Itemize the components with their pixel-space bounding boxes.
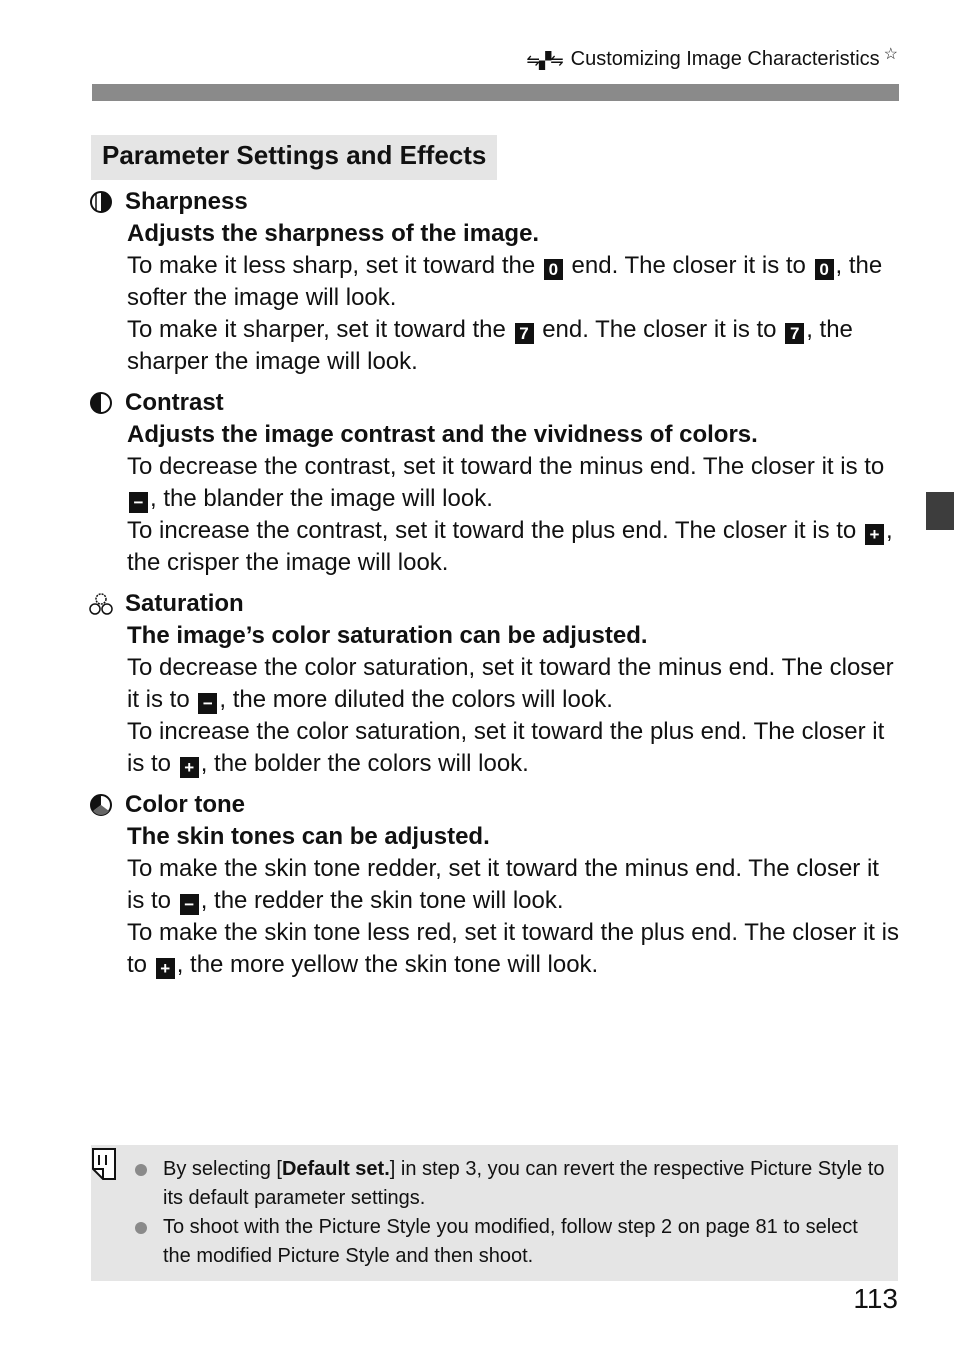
saturation-icon [88,591,114,617]
param-desc-1: To decrease the color saturation, set it toward the minus end. The closer it is to − , the more diluted the colors will look. [127,654,894,713]
param-name: Contrast [125,389,224,416]
minus-symbol: − [129,492,148,513]
note-item: To shoot with the Picture Style you modified, follow step 2 on page 81 to select the modified Picture Style and then shoot. [135,1213,885,1271]
param-sharpness [88,186,900,378]
plus-symbol: + [180,757,199,778]
sharpness-0-symbol: 0 [544,259,563,280]
param-desc-2: To make the skin tone less red, set it toward the plus end. The closer it is to + , the more yellow the skin tone will look. [127,919,899,978]
sharpness-7-symbol: 7 [785,323,804,344]
color-tone-icon [88,792,114,818]
param-saturation [88,588,900,780]
plus-symbol: + [865,524,884,545]
param-desc-2: To increase the color saturation, set it toward the plus end. The closer it is to + , the bolder the colors will look. [127,718,885,777]
chapter-tab [926,492,954,530]
param-color-tone [88,789,900,981]
sharpness-7-symbol: 7 [515,323,534,344]
param-desc-1: To make it less sharp, set it toward the 0 end. The closer it is to 0 , the softer the image will look. [127,252,883,311]
param-desc-2: To make it sharper, set it toward the 7 end. The closer it is to 7 , the sharper the image will look. [127,316,853,375]
bullet-icon [135,1164,147,1176]
header-title: Customizing Image Characteristics [570,48,880,70]
minus-symbol: − [198,693,217,714]
sharpness-0-symbol: 0 [815,259,834,280]
param-desc-1: To decrease the contrast, set it toward the minus end. The closer it is to − , the blander the image will look. [127,453,885,512]
memo-icon [91,1147,117,1186]
note-box [91,1145,898,1281]
page-number: 113 [853,1283,898,1314]
page-header [527,48,898,71]
param-lead: The image’s color saturation can be adjusted. [127,622,648,649]
plus-symbol: + [156,958,175,979]
contrast-icon [88,390,114,416]
star-icon: ☆ [883,46,898,63]
param-desc-1: To make the skin tone redder, set it toward the minus end. The closer it is to − , the redder the skin tone will look. [127,855,879,914]
param-desc-2: To increase the contrast, set it toward the plus end. The closer it is to + , the crisper the image will look. [127,517,893,576]
sharpness-icon [88,189,114,215]
bullet-icon [135,1222,147,1234]
param-name: Sharpness [125,188,248,215]
param-contrast [88,387,900,579]
note-item: By selecting [Default set.] in step 3, you can revert the respective Picture Style to its default parameter settings. [135,1155,885,1213]
top-rule [92,84,899,101]
param-lead: The skin tones can be adjusted. [127,823,490,850]
param-name: Saturation [125,590,244,617]
param-name: Color tone [125,791,245,818]
param-lead: Adjusts the image contrast and the vividness of colors. [127,421,758,448]
section-title: Parameter Settings and Effects [91,135,497,180]
param-lead: Adjusts the sharpness of the image. [127,220,540,247]
picture-style-icon: ⇋▞⇋ [526,53,563,70]
minus-symbol: − [180,894,199,915]
